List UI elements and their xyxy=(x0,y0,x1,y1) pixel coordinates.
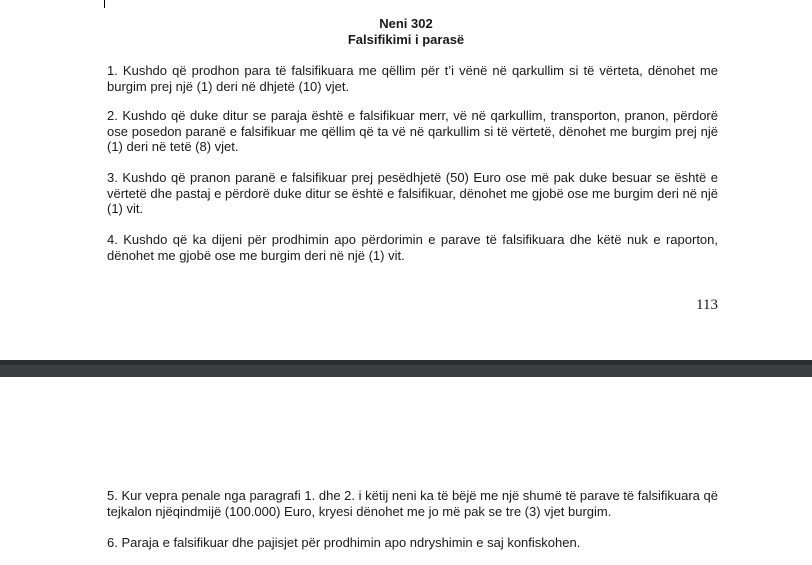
article-number: Neni 302 xyxy=(379,16,433,31)
paragraph-5: 5. Kur vepra penale nga paragrafi 1. dhe 2. i këtij neni ka të bëjë me një shumë të parave të falsifikuara që tejkalon njëqindmijë (100.000) Euro, kryesi dënohet me jo më pak se tre (3) vjet burgim. xyxy=(107,488,718,519)
article-title: Falsifikimi i parasë xyxy=(347,32,465,47)
paragraph-6: 6. Paraja e falsifikuar dhe pajisjet për prodhimin apo ndryshimin e saj konfiskohen. xyxy=(107,535,581,550)
paragraph-2: 2. Kushdo që duke ditur se paraja është e falsifikuar merr, vë në qarkullim, transporton, pranon, përdorë ose posedon paranë e falsifikuar me qëllim që ta vë në qarkullim si të vërtetë, dënohet me burgim prej një (1) deri në tetë (8) vjet. xyxy=(107,108,718,154)
page-edge-mark xyxy=(104,0,105,8)
paragraph-3: 3. Kushdo që pranon paranë e falsifikuar prej pesëdhjetë (50) Euro ose më pak duke besuar se është e vërtetë dhe pastaj e përdorë duke ditur se është e falsifikuar, dënohet me gjobë ose me burgim deri në një (1) vit. xyxy=(107,170,718,216)
page-separator xyxy=(0,360,812,377)
paragraph-4: 4. Kushdo që ka dijeni për prodhimin apo përdorimin e parave të falsifikuara dhe këtë nuk e raporton, dënohet me gjobë ose me burgim deri në një (1) vit. xyxy=(107,232,718,263)
page-number: 113 xyxy=(696,297,718,313)
page-separator-shadow xyxy=(0,360,812,365)
paragraph-1: 1. Kushdo që prodhon para të falsifikuara me qëllim për t’i vënë në qarkullim si të vërteta, dënohet me burgim prej një (1) deri në dhjetë (10) vjet. xyxy=(107,63,718,94)
document-page-lower xyxy=(0,377,812,565)
